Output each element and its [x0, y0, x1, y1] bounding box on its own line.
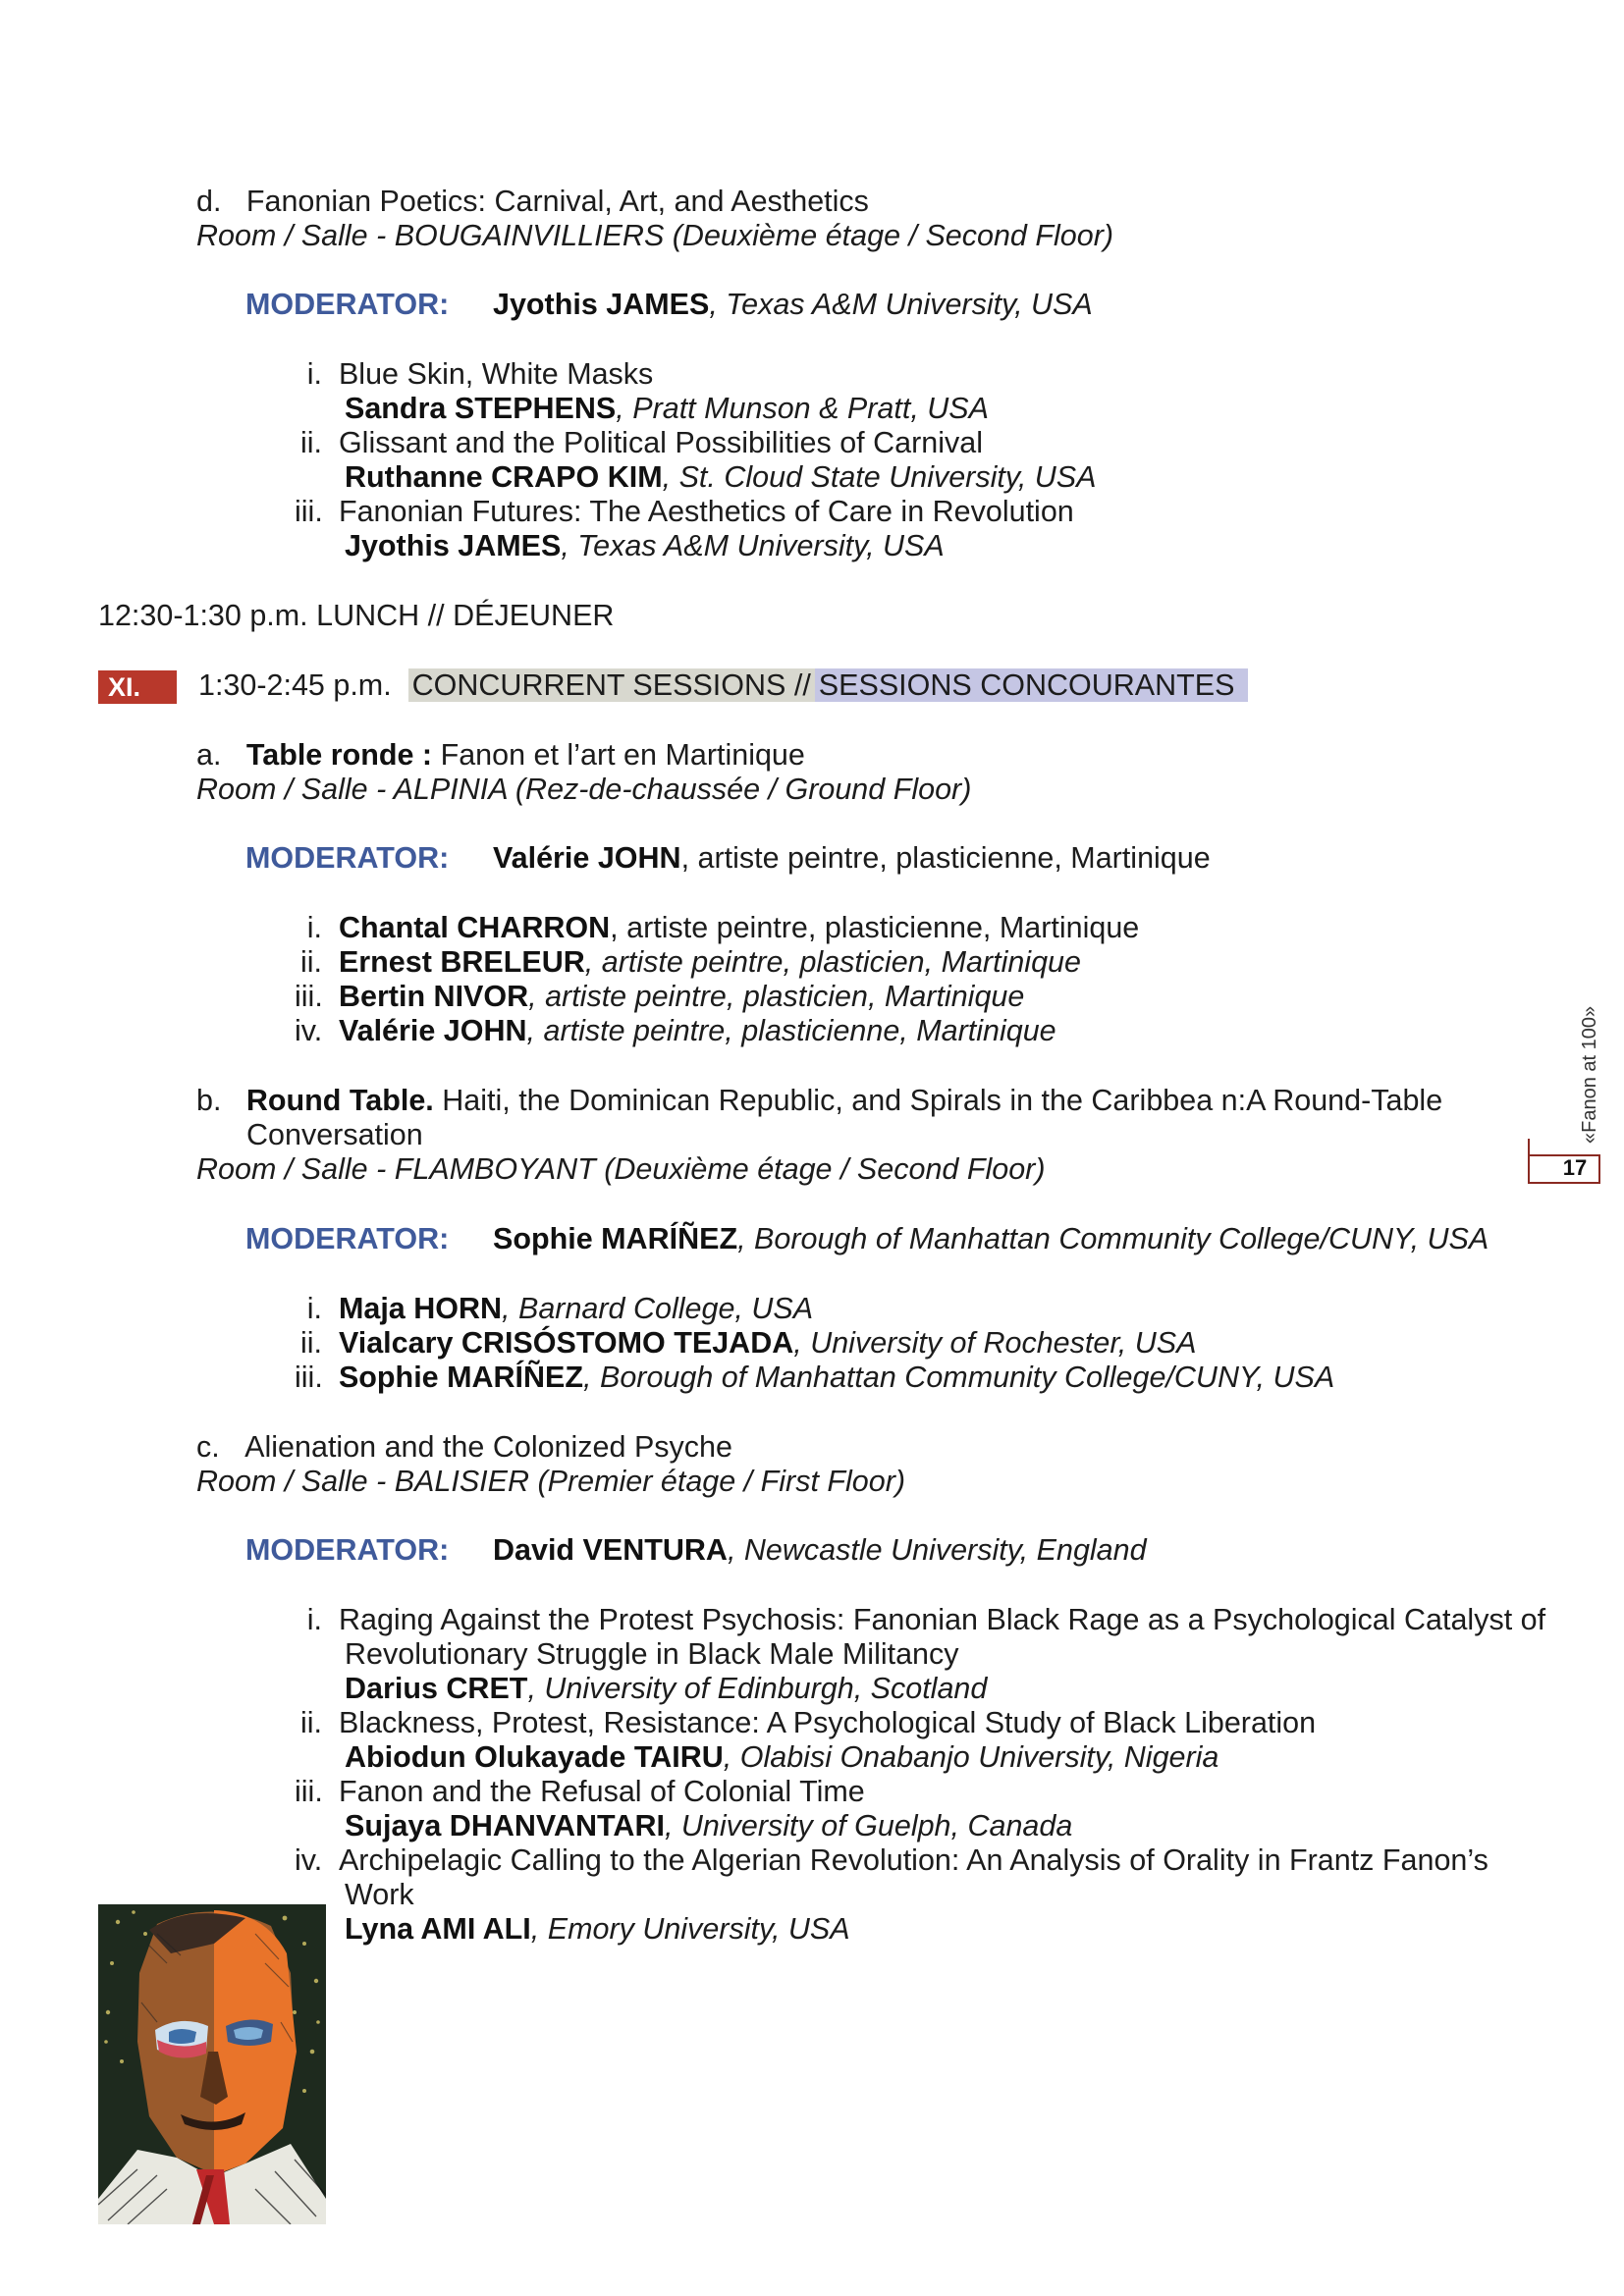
paper-title: Raging Against the Protest Psychosis: Fanonian Black Rage as a Psychological Catalyst of — [338, 1603, 1546, 1636]
panelist-name: Vialcary CRISÓSTOMO TEJADA — [338, 1326, 794, 1360]
paper-author — [345, 460, 1097, 495]
moderator-line — [245, 1533, 449, 1568]
paper-number: iii. — [295, 1775, 323, 1808]
moderator-name: Jyothis JAMES — [493, 288, 710, 321]
panelist-item — [295, 1326, 1196, 1361]
panelist-name: Ernest BRELEUR — [338, 945, 585, 979]
session-title: Fanon et l’art en Martinique — [432, 738, 805, 772]
moderator-info — [493, 288, 1093, 322]
panelist-affiliation: , artiste peintre, plasticienne, Martinique — [526, 1014, 1056, 1047]
paper-number: i. — [306, 357, 322, 391]
panelist-name: Maja HORN — [338, 1292, 503, 1325]
moderator-info — [493, 841, 1211, 876]
paper-number: ii. — [299, 426, 322, 459]
panelist-name: Valérie JOHN — [338, 1014, 527, 1047]
paper-number: i. — [306, 1603, 322, 1636]
paper-author — [345, 1912, 850, 1947]
panelist-item — [295, 945, 1081, 980]
session-room: Room / Salle - BALISIER (Premier étage / First Floor) — [196, 1465, 906, 1498]
author-affiliation: , University of Edinburgh, Scotland — [527, 1672, 988, 1705]
session-title-bold: Table ronde : — [245, 738, 433, 772]
author-name: Darius CRET — [345, 1672, 528, 1705]
session-d-heading — [196, 185, 869, 219]
moderator-line — [245, 1222, 449, 1256]
moderator-name: Valérie JOHN — [493, 841, 681, 875]
block-xi-heading — [198, 668, 1248, 703]
author-affiliation: , Texas A&M University, USA — [561, 529, 945, 562]
panelist-affiliation: , artiste peintre, plasticien, Martinique — [584, 945, 1081, 979]
moderator-name: David VENTURA — [493, 1533, 728, 1567]
paper-item — [295, 426, 983, 460]
paper-item — [295, 1603, 1545, 1637]
paper-author — [345, 529, 945, 563]
paper-author — [345, 392, 989, 426]
block-time: 1:30-2:45 p.m. — [198, 668, 392, 702]
session-title: Haiti, the Dominican Republic, and Spirals in the Caribbea n:A Round-Table — [433, 1084, 1443, 1117]
panelist-name: Chantal CHARRON — [338, 911, 611, 944]
moderator-line — [245, 841, 449, 876]
portrait-painting-image — [98, 1904, 326, 2224]
block-number-badge: XI. — [98, 670, 177, 704]
panelist-name: Sophie MARÍÑEZ — [338, 1361, 584, 1394]
paper-item — [295, 1843, 1489, 1878]
paper-title: Blue Skin, White Masks — [338, 357, 654, 391]
author-affiliation: , Pratt Munson & Pratt, USA — [616, 392, 989, 425]
session-letter: b. — [196, 1084, 222, 1117]
paper-number: ii. — [299, 1706, 322, 1739]
author-affiliation: , University of Guelph, Canada — [664, 1809, 1073, 1842]
session-room: Room / Salle - BOUGAINVILLIERS (Deuxième étage / Second Floor) — [196, 219, 1114, 252]
moderator-label: MODERATOR: — [245, 841, 450, 875]
paper-number: iii. — [295, 495, 323, 528]
panelist-item — [295, 1014, 1056, 1048]
session-b-heading — [196, 1084, 1442, 1118]
author-affiliation: , Olabisi Onabanjo University, Nigeria — [723, 1740, 1219, 1774]
author-affiliation: , St. Cloud State University, USA — [662, 460, 1097, 494]
session-letter: c. — [196, 1430, 220, 1464]
panelist-item — [295, 1292, 813, 1326]
panelist-number: i. — [306, 911, 322, 944]
paper-item — [295, 1706, 1316, 1740]
session-letter: a. — [196, 738, 222, 772]
moderator-affiliation: , Newcastle University, England — [727, 1533, 1147, 1567]
session-letter: d. — [196, 185, 222, 218]
page-number: 17 — [1562, 1155, 1588, 1180]
moderator-affiliation: , Borough of Manhattan Community College/CUNY, USA — [737, 1222, 1489, 1255]
moderator-label: MODERATOR: — [245, 288, 450, 321]
author-name: Lyna AMI ALI — [345, 1912, 531, 1946]
block-title-fr: SESSIONS CONCOURANTES — [815, 668, 1249, 702]
paper-number: iv. — [295, 1843, 323, 1877]
session-room: Room / Salle - FLAMBOYANT (Deuxième étage / Second Floor) — [196, 1152, 1046, 1186]
paper-title: Archipelagic Calling to the Algerian Revolution: An Analysis of Orality in Frantz Fanon’s — [338, 1843, 1489, 1877]
session-title-bold: Round Table. — [245, 1084, 434, 1117]
moderator-name: Sophie MARÍÑEZ — [493, 1222, 738, 1255]
running-title: «Fanon at 100» — [1579, 1005, 1600, 1144]
author-name: Abiodun Olukayade TAIRU — [345, 1740, 724, 1774]
panelist-item — [295, 911, 1139, 945]
panelist-item — [295, 1361, 1334, 1395]
author-affiliation: , Emory University, USA — [530, 1912, 850, 1946]
session-title-continued: Conversation — [246, 1118, 423, 1151]
session-title: Fanonian Poetics: Carnival, Art, and Aesthetics — [245, 185, 869, 218]
moderator-label: MODERATOR: — [245, 1222, 450, 1255]
panelist-affiliation: , Barnard College, USA — [502, 1292, 814, 1325]
author-name: Sandra STEPHENS — [345, 392, 617, 425]
session-room: Room / Salle - ALPINIA (Rez-de-chaussée / Ground Floor) — [196, 773, 972, 806]
moderator-info — [493, 1533, 1147, 1568]
moderator-affiliation: , artiste peintre, plasticienne, Martinique — [680, 841, 1211, 875]
paper-title: Fanon and the Refusal of Colonial Time — [338, 1775, 865, 1808]
panelist-affiliation: , University of Rochester, USA — [793, 1326, 1197, 1360]
paper-title: Glissant and the Political Possibilities of Carnival — [338, 426, 984, 459]
moderator-line — [245, 288, 449, 322]
paper-title-continued: Work — [345, 1878, 414, 1911]
paper-title: Blackness, Protest, Resistance: A Psychological Study of Black Liberation — [338, 1706, 1317, 1739]
session-a-heading — [196, 738, 805, 773]
author-name: Sujaya DHANVANTARI — [345, 1809, 665, 1842]
paper-title-continued: Revolutionary Struggle in Black Male Militancy — [345, 1637, 959, 1671]
panelist-number: ii. — [299, 1326, 322, 1360]
paper-item — [295, 495, 1074, 529]
panelist-number: iii. — [295, 980, 323, 1013]
moderator-affiliation: , Texas A&M University, USA — [709, 288, 1093, 321]
session-title: Alienation and the Colonized Psyche — [244, 1430, 732, 1464]
lunch-line: 12:30-1:30 p.m. LUNCH // DÉJEUNER — [98, 599, 615, 632]
panelist-affiliation: , artiste peintre, plasticienne, Martinique — [610, 911, 1140, 944]
paper-author — [345, 1740, 1218, 1775]
panelist-number: iii. — [295, 1361, 323, 1394]
block-title-en: CONCURRENT SESSIONS // — [408, 668, 815, 702]
panelist-item — [295, 980, 1024, 1014]
panelist-affiliation: , artiste peintre, plasticien, Martinique — [528, 980, 1025, 1013]
panelist-number: iv. — [295, 1014, 323, 1047]
paper-title: Fanonian Futures: The Aesthetics of Care in Revolution — [338, 495, 1074, 528]
paper-item — [295, 1775, 865, 1809]
moderator-label: MODERATOR: — [245, 1533, 450, 1567]
panelist-number: ii. — [299, 945, 322, 979]
panelist-number: i. — [306, 1292, 322, 1325]
moderator-info — [493, 1222, 1489, 1256]
paper-item — [295, 357, 653, 392]
author-name: Ruthanne CRAPO KIM — [345, 460, 663, 494]
paper-author — [345, 1672, 987, 1706]
panelist-affiliation: , Borough of Manhattan Community College/CUNY, USA — [583, 1361, 1335, 1394]
panelist-name: Bertin NIVOR — [338, 980, 529, 1013]
paper-author — [345, 1809, 1072, 1843]
session-c-heading — [196, 1430, 732, 1465]
author-name: Jyothis JAMES — [345, 529, 562, 562]
